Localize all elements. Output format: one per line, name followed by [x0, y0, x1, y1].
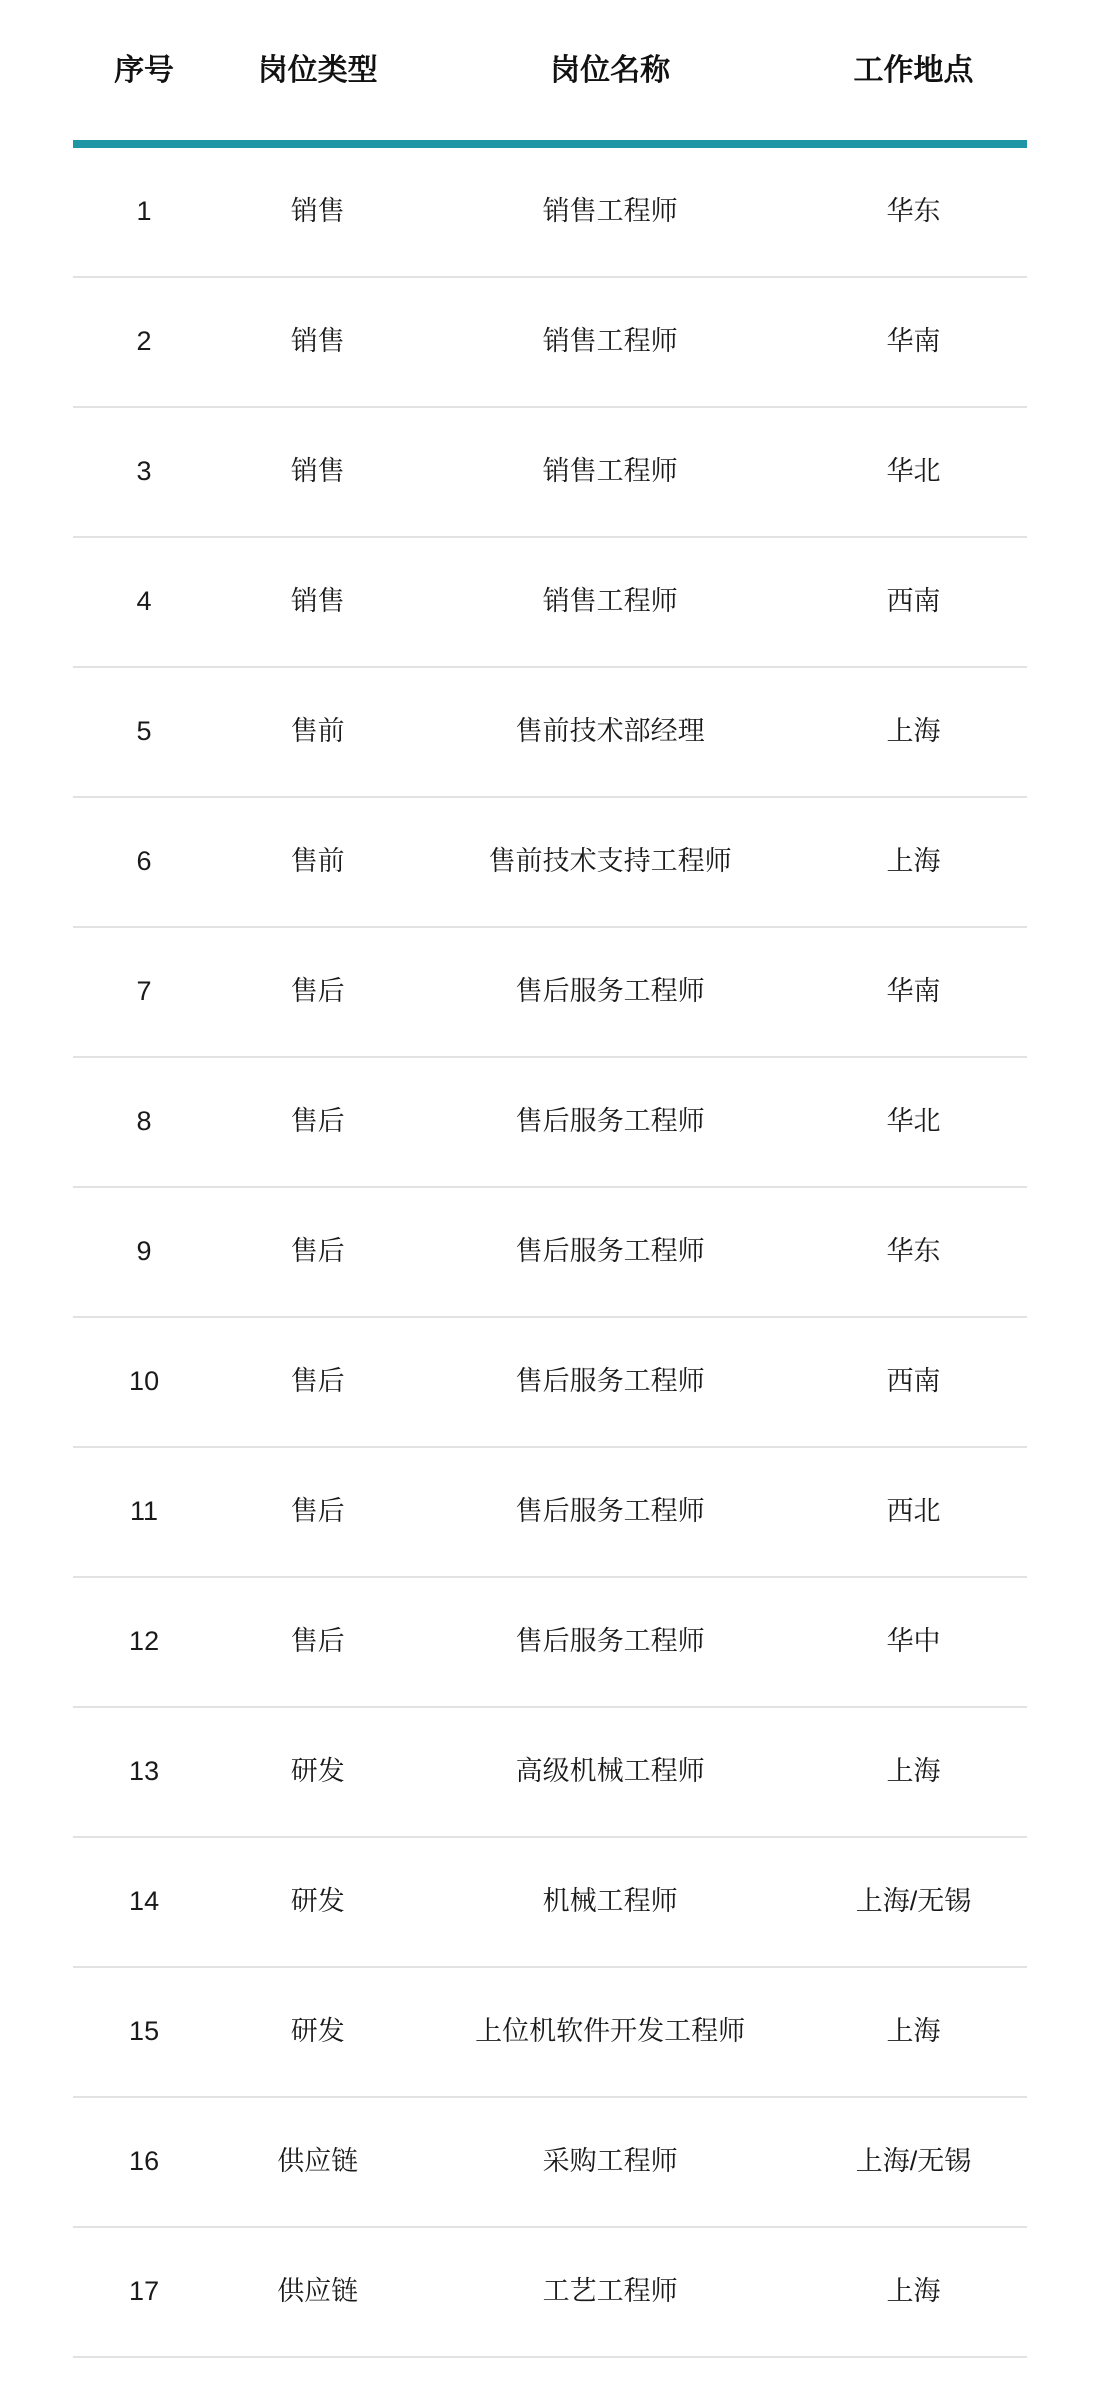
table-row: [73, 1838, 1027, 1968]
table-row: [73, 278, 1027, 408]
cell-position-name: 售后服务工程师: [515, 1366, 705, 1397]
cell-work-location: 上海/无锡: [855, 2146, 972, 2177]
cell-work-location: 上海: [886, 2016, 941, 2047]
cell-position-name: 售后服务工程师: [515, 1626, 705, 1657]
table-row: [73, 408, 1027, 538]
cell-serial-number: 11: [130, 1496, 159, 1527]
cell-position-name: 销售工程师: [542, 326, 678, 357]
cell-work-location: 上海: [886, 1756, 941, 1787]
cell-work-location: 西北: [886, 1496, 941, 1527]
cell-position-type: 销售: [290, 326, 345, 357]
cell-serial-number: 15: [129, 2016, 160, 2047]
cell-position-name: 采购工程师: [542, 2146, 678, 2177]
cell-serial-number: 5: [136, 716, 152, 747]
cell-work-location: 华东: [886, 1236, 941, 1267]
cell-position-name: 工艺工程师: [542, 2276, 678, 2307]
cell-work-location: 西南: [886, 586, 941, 617]
cell-position-name: 售前技术部经理: [515, 716, 705, 747]
table-row: [73, 2098, 1027, 2228]
cell-serial-number: 7: [136, 976, 152, 1007]
cell-position-type: 售后: [290, 976, 345, 1007]
table-row: [73, 1968, 1027, 2098]
cell-position-type: 销售: [290, 196, 345, 227]
cell-position-name: 售后服务工程师: [515, 1236, 705, 1267]
cell-work-location: 华东: [886, 196, 941, 227]
cell-position-type: 售前: [290, 846, 345, 877]
cell-position-type: 售后: [290, 1106, 345, 1137]
table-row: [73, 668, 1027, 798]
table-row: [73, 1578, 1027, 1708]
table-row: [73, 148, 1027, 278]
cell-work-location: 华北: [886, 456, 941, 487]
cell-serial-number: 6: [136, 846, 152, 877]
cell-serial-number: 8: [136, 1106, 152, 1137]
cell-position-type: 售后: [290, 1496, 345, 1527]
cell-work-location: 华北: [886, 1106, 941, 1137]
column-header-serial: 序号: [114, 53, 175, 87]
cell-serial-number: 16: [129, 2146, 160, 2177]
cell-position-name: 机械工程师: [542, 1886, 678, 1917]
cell-position-name: 售前技术支持工程师: [488, 846, 732, 877]
table-body: [73, 148, 1027, 2358]
cell-serial-number: 14: [129, 1886, 160, 1917]
cell-position-type: 研发: [290, 1886, 345, 1917]
cell-position-type: 售前: [290, 716, 345, 747]
cell-serial-number: 1: [136, 196, 152, 227]
cell-position-name: 销售工程师: [542, 586, 678, 617]
cell-work-location: 西南: [886, 1366, 941, 1397]
cell-position-type: 供应链: [277, 2276, 359, 2307]
cell-work-location: 上海: [886, 716, 941, 747]
table-row: [73, 1058, 1027, 1188]
cell-position-type: 售后: [290, 1236, 345, 1267]
cell-serial-number: 3: [136, 456, 152, 487]
cell-serial-number: 4: [136, 586, 152, 617]
table-row: [73, 1318, 1027, 1448]
column-header-work-location: 工作地点: [853, 53, 974, 87]
cell-position-type: 售后: [290, 1626, 345, 1657]
cell-serial-number: 10: [129, 1366, 160, 1397]
table-row: [73, 1188, 1027, 1318]
cell-serial-number: 12: [129, 1626, 160, 1657]
cell-position-name: 销售工程师: [542, 196, 678, 227]
cell-position-name: 售后服务工程师: [515, 1106, 705, 1137]
cell-serial-number: 9: [136, 1236, 152, 1267]
cell-position-name: 销售工程师: [542, 456, 678, 487]
cell-position-type: 供应链: [277, 2146, 359, 2177]
cell-position-type: 研发: [290, 2016, 345, 2047]
table-row: [73, 538, 1027, 668]
cell-work-location: 上海: [886, 2276, 941, 2307]
cell-position-name: 上位机软件开发工程师: [475, 2016, 746, 2047]
cell-position-name: 售后服务工程师: [515, 1496, 705, 1527]
column-header-position-name: 岗位名称: [550, 53, 671, 87]
cell-work-location: 华南: [886, 326, 941, 357]
cell-serial-number: 13: [129, 1756, 160, 1787]
cell-work-location: 华中: [886, 1626, 941, 1657]
cell-serial-number: 2: [136, 326, 152, 357]
cell-position-type: 售后: [290, 1366, 345, 1397]
table-row: [73, 928, 1027, 1058]
cell-position-type: 销售: [290, 586, 345, 617]
column-header-position-type: 岗位类型: [257, 53, 378, 87]
cell-position-name: 售后服务工程师: [515, 976, 705, 1007]
table-header-row: [73, 0, 1027, 140]
table-row: [73, 2228, 1027, 2358]
cell-work-location: 上海: [886, 846, 941, 877]
cell-position-type: 销售: [290, 456, 345, 487]
cell-serial-number: 17: [129, 2276, 160, 2307]
cell-position-name: 高级机械工程师: [515, 1756, 705, 1787]
table-row: [73, 1708, 1027, 1838]
header-accent-rule: [73, 140, 1027, 148]
cell-work-location: 上海/无锡: [855, 1886, 972, 1917]
cell-position-type: 研发: [290, 1756, 345, 1787]
table-row: [73, 1448, 1027, 1578]
table-row: [73, 798, 1027, 928]
cell-work-location: 华南: [886, 976, 941, 1007]
jobs-table: [73, 0, 1027, 2358]
